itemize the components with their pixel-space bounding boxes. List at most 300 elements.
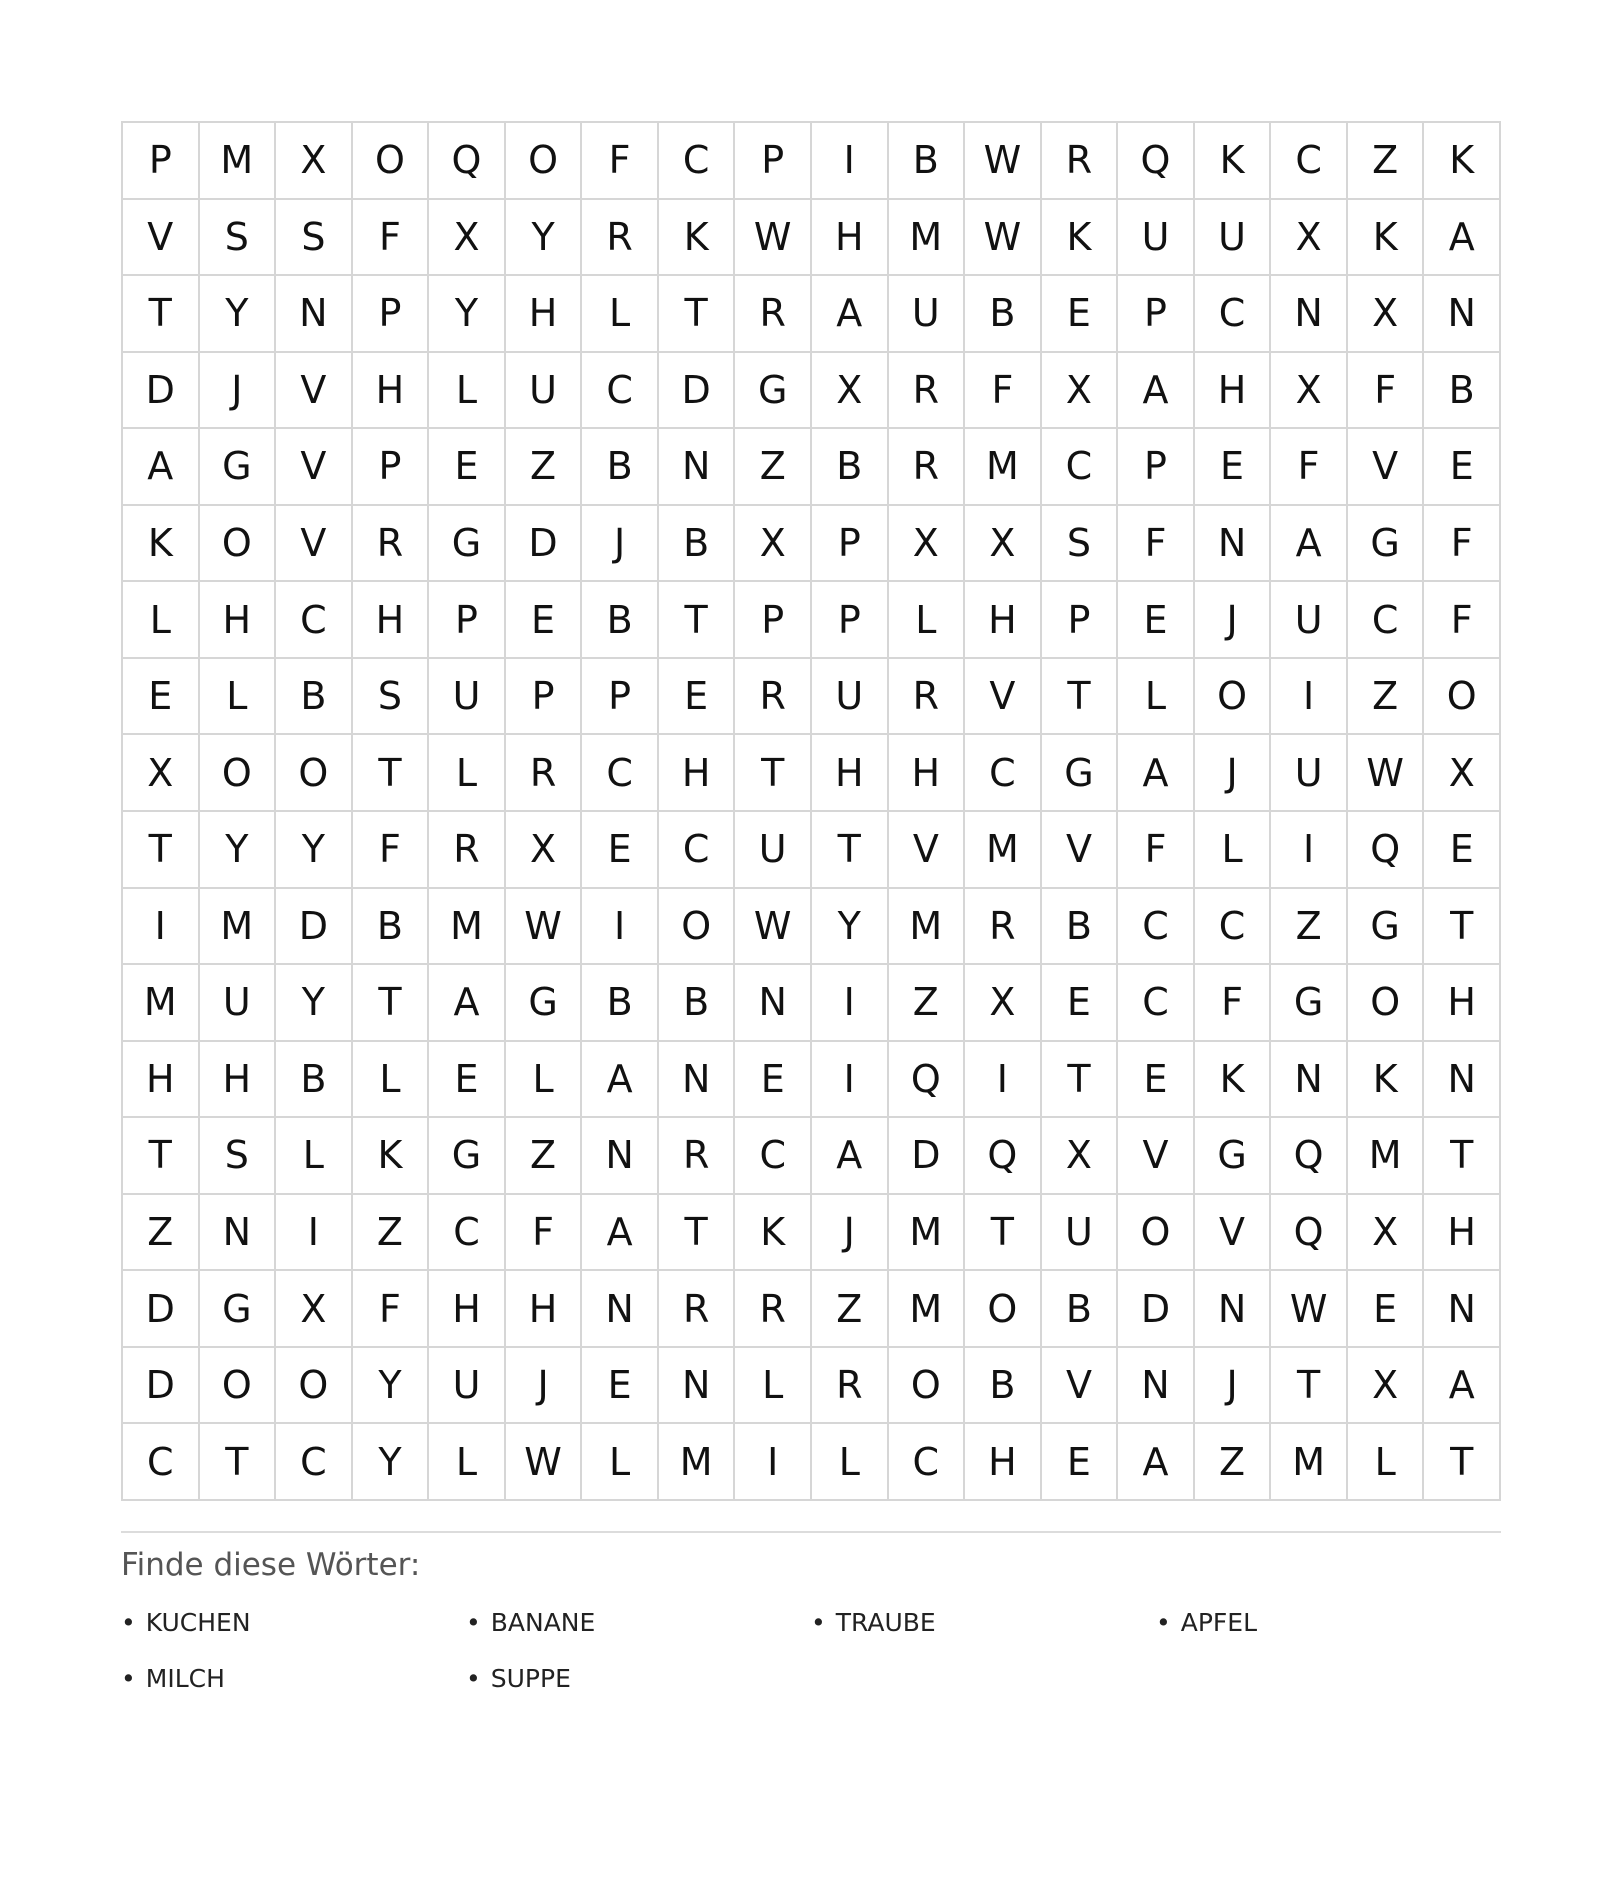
grid-cell[interactable]: S: [276, 200, 353, 277]
grid-cell[interactable]: W: [735, 200, 812, 277]
grid-cell[interactable]: L: [123, 582, 200, 659]
grid-cell[interactable]: F: [1424, 582, 1501, 659]
grid-cell[interactable]: C: [429, 1195, 506, 1272]
grid-cell[interactable]: U: [1271, 582, 1348, 659]
grid-cell[interactable]: G: [735, 353, 812, 430]
grid-cell[interactable]: F: [506, 1195, 583, 1272]
grid-cell[interactable]: W: [965, 200, 1042, 277]
grid-cell[interactable]: D: [123, 1271, 200, 1348]
grid-cell[interactable]: X: [735, 506, 812, 583]
grid-cell[interactable]: N: [1424, 1271, 1501, 1348]
grid-cell[interactable]: R: [429, 812, 506, 889]
grid-cell[interactable]: N: [1118, 1348, 1195, 1425]
grid-cell[interactable]: X: [965, 506, 1042, 583]
grid-cell[interactable]: O: [200, 1348, 277, 1425]
grid-cell[interactable]: M: [1348, 1118, 1425, 1195]
grid-cell[interactable]: T: [659, 582, 736, 659]
grid-cell[interactable]: C: [276, 582, 353, 659]
grid-cell[interactable]: N: [1195, 1271, 1272, 1348]
grid-cell[interactable]: A: [812, 276, 889, 353]
grid-cell[interactable]: L: [429, 735, 506, 812]
grid-cell[interactable]: B: [582, 582, 659, 659]
grid-cell[interactable]: C: [1118, 889, 1195, 966]
grid-cell[interactable]: M: [889, 200, 966, 277]
grid-cell[interactable]: J: [200, 353, 277, 430]
grid-cell[interactable]: V: [276, 506, 353, 583]
grid-cell[interactable]: A: [582, 1042, 659, 1119]
grid-cell[interactable]: O: [200, 735, 277, 812]
grid-cell[interactable]: K: [1195, 123, 1272, 200]
grid-cell[interactable]: T: [1424, 1118, 1501, 1195]
grid-cell[interactable]: C: [1195, 276, 1272, 353]
grid-cell[interactable]: F: [1271, 429, 1348, 506]
grid-cell[interactable]: O: [276, 1348, 353, 1425]
grid-cell[interactable]: Z: [506, 1118, 583, 1195]
grid-cell[interactable]: C: [965, 735, 1042, 812]
grid-cell[interactable]: X: [889, 506, 966, 583]
grid-cell[interactable]: L: [812, 1424, 889, 1501]
grid-cell[interactable]: Q: [965, 1118, 1042, 1195]
grid-cell[interactable]: U: [1118, 200, 1195, 277]
grid-cell[interactable]: K: [1195, 1042, 1272, 1119]
grid-cell[interactable]: T: [200, 1424, 277, 1501]
grid-cell[interactable]: U: [1195, 200, 1272, 277]
grid-cell[interactable]: F: [1348, 353, 1425, 430]
grid-cell[interactable]: Q: [1271, 1195, 1348, 1272]
grid-cell[interactable]: R: [506, 735, 583, 812]
grid-cell[interactable]: M: [965, 429, 1042, 506]
grid-cell[interactable]: B: [353, 889, 430, 966]
grid-cell[interactable]: R: [812, 1348, 889, 1425]
grid-cell[interactable]: C: [582, 353, 659, 430]
grid-cell[interactable]: H: [353, 353, 430, 430]
grid-cell[interactable]: I: [812, 965, 889, 1042]
grid-cell[interactable]: C: [276, 1424, 353, 1501]
grid-cell[interactable]: B: [582, 965, 659, 1042]
grid-cell[interactable]: F: [1118, 506, 1195, 583]
grid-cell[interactable]: L: [429, 1424, 506, 1501]
grid-cell[interactable]: Z: [1348, 659, 1425, 736]
grid-cell[interactable]: T: [353, 965, 430, 1042]
grid-cell[interactable]: V: [965, 659, 1042, 736]
grid-cell[interactable]: W: [965, 123, 1042, 200]
grid-cell[interactable]: N: [659, 1042, 736, 1119]
grid-cell[interactable]: G: [200, 429, 277, 506]
grid-cell[interactable]: G: [1042, 735, 1119, 812]
grid-cell[interactable]: A: [1118, 735, 1195, 812]
grid-cell[interactable]: T: [1042, 1042, 1119, 1119]
grid-cell[interactable]: J: [1195, 735, 1272, 812]
grid-cell[interactable]: C: [1348, 582, 1425, 659]
grid-cell[interactable]: E: [1348, 1271, 1425, 1348]
grid-cell[interactable]: M: [200, 889, 277, 966]
grid-cell[interactable]: P: [1042, 582, 1119, 659]
grid-cell[interactable]: X: [965, 965, 1042, 1042]
grid-cell[interactable]: P: [429, 582, 506, 659]
grid-cell[interactable]: T: [812, 812, 889, 889]
grid-cell[interactable]: B: [276, 1042, 353, 1119]
grid-cell[interactable]: E: [1424, 429, 1501, 506]
grid-cell[interactable]: T: [1424, 889, 1501, 966]
grid-cell[interactable]: V: [276, 353, 353, 430]
grid-cell[interactable]: Y: [812, 889, 889, 966]
grid-cell[interactable]: H: [429, 1271, 506, 1348]
grid-cell[interactable]: R: [353, 506, 430, 583]
grid-cell[interactable]: F: [582, 123, 659, 200]
grid-cell[interactable]: W: [506, 1424, 583, 1501]
grid-cell[interactable]: K: [123, 506, 200, 583]
grid-cell[interactable]: K: [735, 1195, 812, 1272]
grid-cell[interactable]: H: [200, 582, 277, 659]
grid-cell[interactable]: F: [965, 353, 1042, 430]
grid-cell[interactable]: I: [276, 1195, 353, 1272]
grid-cell[interactable]: F: [353, 1271, 430, 1348]
grid-cell[interactable]: Y: [276, 965, 353, 1042]
grid-cell[interactable]: L: [506, 1042, 583, 1119]
grid-cell[interactable]: E: [582, 812, 659, 889]
grid-cell[interactable]: N: [1424, 1042, 1501, 1119]
grid-cell[interactable]: F: [353, 812, 430, 889]
grid-cell[interactable]: A: [123, 429, 200, 506]
grid-cell[interactable]: M: [889, 1195, 966, 1272]
grid-cell[interactable]: O: [1348, 965, 1425, 1042]
grid-cell[interactable]: M: [659, 1424, 736, 1501]
grid-cell[interactable]: R: [582, 200, 659, 277]
grid-cell[interactable]: L: [1348, 1424, 1425, 1501]
grid-cell[interactable]: Z: [353, 1195, 430, 1272]
grid-cell[interactable]: V: [1042, 1348, 1119, 1425]
grid-cell[interactable]: X: [812, 353, 889, 430]
grid-cell[interactable]: T: [123, 276, 200, 353]
grid-cell[interactable]: X: [1348, 276, 1425, 353]
grid-cell[interactable]: K: [353, 1118, 430, 1195]
grid-cell[interactable]: J: [506, 1348, 583, 1425]
grid-cell[interactable]: R: [735, 276, 812, 353]
grid-cell[interactable]: E: [506, 582, 583, 659]
grid-cell[interactable]: V: [276, 429, 353, 506]
grid-cell[interactable]: H: [1424, 965, 1501, 1042]
grid-cell[interactable]: P: [353, 276, 430, 353]
grid-cell[interactable]: R: [889, 353, 966, 430]
grid-cell[interactable]: H: [889, 735, 966, 812]
grid-cell[interactable]: D: [659, 353, 736, 430]
grid-cell[interactable]: Q: [889, 1042, 966, 1119]
grid-cell[interactable]: S: [353, 659, 430, 736]
grid-cell[interactable]: U: [429, 1348, 506, 1425]
grid-cell[interactable]: N: [659, 429, 736, 506]
grid-cell[interactable]: N: [1271, 1042, 1348, 1119]
grid-cell[interactable]: T: [123, 1118, 200, 1195]
grid-cell[interactable]: M: [200, 123, 277, 200]
grid-cell[interactable]: N: [276, 276, 353, 353]
grid-cell[interactable]: O: [1424, 659, 1501, 736]
grid-cell[interactable]: V: [1195, 1195, 1272, 1272]
grid-cell[interactable]: E: [582, 1348, 659, 1425]
grid-cell[interactable]: D: [123, 353, 200, 430]
grid-cell[interactable]: D: [276, 889, 353, 966]
grid-cell[interactable]: A: [1118, 1424, 1195, 1501]
grid-cell[interactable]: Z: [1348, 123, 1425, 200]
grid-cell[interactable]: W: [1348, 735, 1425, 812]
grid-cell[interactable]: B: [659, 506, 736, 583]
grid-cell[interactable]: N: [1271, 276, 1348, 353]
grid-cell[interactable]: L: [1195, 812, 1272, 889]
grid-cell[interactable]: U: [735, 812, 812, 889]
grid-cell[interactable]: P: [123, 123, 200, 200]
grid-cell[interactable]: U: [812, 659, 889, 736]
grid-cell[interactable]: I: [735, 1424, 812, 1501]
grid-cell[interactable]: A: [1271, 506, 1348, 583]
grid-cell[interactable]: Y: [200, 812, 277, 889]
grid-cell[interactable]: C: [123, 1424, 200, 1501]
grid-cell[interactable]: K: [1042, 200, 1119, 277]
grid-cell[interactable]: K: [659, 200, 736, 277]
grid-cell[interactable]: O: [276, 735, 353, 812]
grid-cell[interactable]: R: [889, 659, 966, 736]
grid-cell[interactable]: L: [276, 1118, 353, 1195]
grid-cell[interactable]: X: [1348, 1348, 1425, 1425]
grid-cell[interactable]: D: [1118, 1271, 1195, 1348]
grid-cell[interactable]: E: [659, 659, 736, 736]
grid-cell[interactable]: J: [812, 1195, 889, 1272]
grid-cell[interactable]: T: [735, 735, 812, 812]
grid-cell[interactable]: L: [353, 1042, 430, 1119]
grid-cell[interactable]: H: [965, 1424, 1042, 1501]
grid-cell[interactable]: H: [1195, 353, 1272, 430]
grid-cell[interactable]: L: [200, 659, 277, 736]
grid-cell[interactable]: S: [200, 200, 277, 277]
grid-cell[interactable]: B: [582, 429, 659, 506]
grid-cell[interactable]: H: [812, 200, 889, 277]
grid-cell[interactable]: P: [353, 429, 430, 506]
grid-cell[interactable]: B: [812, 429, 889, 506]
grid-cell[interactable]: C: [1195, 889, 1272, 966]
grid-cell[interactable]: C: [659, 812, 736, 889]
grid-cell[interactable]: I: [123, 889, 200, 966]
grid-cell[interactable]: B: [965, 276, 1042, 353]
grid-cell[interactable]: N: [1195, 506, 1272, 583]
grid-cell[interactable]: X: [506, 812, 583, 889]
grid-cell[interactable]: M: [889, 1271, 966, 1348]
grid-cell[interactable]: Z: [1271, 889, 1348, 966]
grid-cell[interactable]: P: [735, 582, 812, 659]
grid-cell[interactable]: K: [1348, 200, 1425, 277]
grid-cell[interactable]: O: [200, 506, 277, 583]
grid-cell[interactable]: I: [1271, 659, 1348, 736]
grid-cell[interactable]: G: [1348, 889, 1425, 966]
grid-cell[interactable]: U: [506, 353, 583, 430]
grid-cell[interactable]: E: [1042, 965, 1119, 1042]
grid-cell[interactable]: G: [429, 506, 506, 583]
grid-cell[interactable]: N: [735, 965, 812, 1042]
grid-cell[interactable]: B: [1042, 889, 1119, 966]
grid-cell[interactable]: R: [735, 659, 812, 736]
grid-cell[interactable]: J: [1195, 582, 1272, 659]
grid-cell[interactable]: Y: [353, 1348, 430, 1425]
grid-cell[interactable]: A: [429, 965, 506, 1042]
grid-cell[interactable]: P: [812, 506, 889, 583]
grid-cell[interactable]: X: [1271, 353, 1348, 430]
grid-cell[interactable]: Q: [1118, 123, 1195, 200]
grid-cell[interactable]: F: [353, 200, 430, 277]
grid-cell[interactable]: X: [276, 123, 353, 200]
grid-cell[interactable]: T: [123, 812, 200, 889]
grid-cell[interactable]: T: [353, 735, 430, 812]
grid-cell[interactable]: A: [582, 1195, 659, 1272]
grid-cell[interactable]: V: [1118, 1118, 1195, 1195]
grid-cell[interactable]: V: [889, 812, 966, 889]
grid-cell[interactable]: M: [123, 965, 200, 1042]
grid-cell[interactable]: C: [659, 123, 736, 200]
grid-cell[interactable]: I: [812, 123, 889, 200]
grid-cell[interactable]: E: [429, 1042, 506, 1119]
grid-cell[interactable]: G: [429, 1118, 506, 1195]
grid-cell[interactable]: N: [200, 1195, 277, 1272]
grid-cell[interactable]: Z: [123, 1195, 200, 1272]
grid-cell[interactable]: R: [659, 1118, 736, 1195]
grid-cell[interactable]: T: [1042, 659, 1119, 736]
grid-cell[interactable]: L: [889, 582, 966, 659]
grid-cell[interactable]: K: [1424, 123, 1501, 200]
grid-cell[interactable]: D: [889, 1118, 966, 1195]
grid-cell[interactable]: P: [1118, 276, 1195, 353]
grid-cell[interactable]: C: [582, 735, 659, 812]
grid-cell[interactable]: F: [1118, 812, 1195, 889]
grid-cell[interactable]: O: [659, 889, 736, 966]
grid-cell[interactable]: X: [429, 200, 506, 277]
grid-cell[interactable]: A: [812, 1118, 889, 1195]
grid-cell[interactable]: X: [1424, 735, 1501, 812]
grid-cell[interactable]: N: [659, 1348, 736, 1425]
grid-cell[interactable]: M: [429, 889, 506, 966]
grid-cell[interactable]: X: [1042, 1118, 1119, 1195]
grid-cell[interactable]: P: [812, 582, 889, 659]
grid-cell[interactable]: Y: [429, 276, 506, 353]
grid-cell[interactable]: V: [123, 200, 200, 277]
grid-cell[interactable]: X: [1042, 353, 1119, 430]
grid-cell[interactable]: N: [582, 1118, 659, 1195]
grid-cell[interactable]: G: [1271, 965, 1348, 1042]
grid-cell[interactable]: U: [200, 965, 277, 1042]
grid-cell[interactable]: E: [123, 659, 200, 736]
grid-cell[interactable]: X: [1348, 1195, 1425, 1272]
grid-cell[interactable]: L: [1118, 659, 1195, 736]
grid-cell[interactable]: A: [1424, 1348, 1501, 1425]
grid-cell[interactable]: Z: [889, 965, 966, 1042]
grid-cell[interactable]: Y: [276, 812, 353, 889]
grid-cell[interactable]: H: [353, 582, 430, 659]
grid-cell[interactable]: J: [1195, 1348, 1272, 1425]
grid-cell[interactable]: I: [965, 1042, 1042, 1119]
grid-cell[interactable]: G: [200, 1271, 277, 1348]
grid-cell[interactable]: T: [1424, 1424, 1501, 1501]
grid-cell[interactable]: N: [582, 1271, 659, 1348]
grid-cell[interactable]: T: [1271, 1348, 1348, 1425]
grid-cell[interactable]: F: [1195, 965, 1272, 1042]
grid-cell[interactable]: O: [965, 1271, 1042, 1348]
grid-cell[interactable]: O: [1195, 659, 1272, 736]
grid-cell[interactable]: I: [812, 1042, 889, 1119]
grid-cell[interactable]: Z: [735, 429, 812, 506]
grid-cell[interactable]: V: [1348, 429, 1425, 506]
grid-cell[interactable]: R: [889, 429, 966, 506]
grid-cell[interactable]: G: [1348, 506, 1425, 583]
grid-cell[interactable]: M: [1271, 1424, 1348, 1501]
grid-cell[interactable]: W: [735, 889, 812, 966]
grid-cell[interactable]: T: [659, 1195, 736, 1272]
grid-cell[interactable]: A: [1118, 353, 1195, 430]
grid-cell[interactable]: L: [735, 1348, 812, 1425]
grid-cell[interactable]: L: [429, 353, 506, 430]
grid-cell[interactable]: Y: [353, 1424, 430, 1501]
grid-cell[interactable]: B: [659, 965, 736, 1042]
grid-cell[interactable]: B: [1042, 1271, 1119, 1348]
grid-cell[interactable]: O: [1118, 1195, 1195, 1272]
grid-cell[interactable]: B: [276, 659, 353, 736]
grid-cell[interactable]: H: [659, 735, 736, 812]
grid-cell[interactable]: E: [1424, 812, 1501, 889]
grid-cell[interactable]: Z: [506, 429, 583, 506]
grid-cell[interactable]: Z: [1195, 1424, 1272, 1501]
grid-cell[interactable]: Z: [812, 1271, 889, 1348]
grid-cell[interactable]: H: [965, 582, 1042, 659]
grid-cell[interactable]: L: [582, 1424, 659, 1501]
grid-cell[interactable]: I: [582, 889, 659, 966]
grid-cell[interactable]: E: [1195, 429, 1272, 506]
grid-cell[interactable]: N: [1424, 276, 1501, 353]
grid-cell[interactable]: E: [1042, 1424, 1119, 1501]
grid-cell[interactable]: O: [506, 123, 583, 200]
grid-cell[interactable]: I: [1271, 812, 1348, 889]
grid-cell[interactable]: R: [965, 889, 1042, 966]
grid-cell[interactable]: E: [1118, 582, 1195, 659]
grid-cell[interactable]: E: [1118, 1042, 1195, 1119]
grid-cell[interactable]: B: [965, 1348, 1042, 1425]
grid-cell[interactable]: C: [1118, 965, 1195, 1042]
grid-cell[interactable]: Y: [200, 276, 277, 353]
grid-cell[interactable]: G: [506, 965, 583, 1042]
grid-cell[interactable]: J: [582, 506, 659, 583]
grid-cell[interactable]: W: [506, 889, 583, 966]
grid-cell[interactable]: R: [1042, 123, 1119, 200]
grid-cell[interactable]: C: [1042, 429, 1119, 506]
grid-cell[interactable]: Q: [1271, 1118, 1348, 1195]
grid-cell[interactable]: U: [1042, 1195, 1119, 1272]
grid-cell[interactable]: P: [735, 123, 812, 200]
grid-cell[interactable]: V: [1042, 812, 1119, 889]
grid-cell[interactable]: R: [659, 1271, 736, 1348]
grid-cell[interactable]: Q: [429, 123, 506, 200]
grid-cell[interactable]: X: [1271, 200, 1348, 277]
grid-cell[interactable]: H: [1424, 1195, 1501, 1272]
grid-cell[interactable]: B: [1424, 353, 1501, 430]
grid-cell[interactable]: S: [1042, 506, 1119, 583]
grid-cell[interactable]: S: [200, 1118, 277, 1195]
grid-cell[interactable]: D: [506, 506, 583, 583]
grid-cell[interactable]: X: [123, 735, 200, 812]
grid-cell[interactable]: C: [735, 1118, 812, 1195]
grid-cell[interactable]: H: [812, 735, 889, 812]
grid-cell[interactable]: B: [889, 123, 966, 200]
grid-cell[interactable]: P: [506, 659, 583, 736]
grid-cell[interactable]: R: [735, 1271, 812, 1348]
grid-cell[interactable]: U: [429, 659, 506, 736]
grid-cell[interactable]: U: [1271, 735, 1348, 812]
grid-cell[interactable]: O: [889, 1348, 966, 1425]
grid-cell[interactable]: A: [1424, 200, 1501, 277]
grid-cell[interactable]: T: [659, 276, 736, 353]
grid-cell[interactable]: O: [353, 123, 430, 200]
